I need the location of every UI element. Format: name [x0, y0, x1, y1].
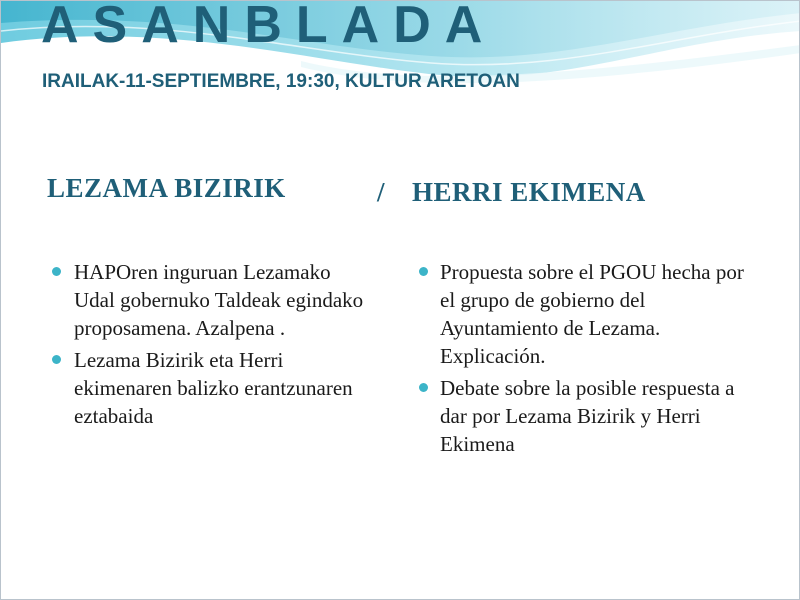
left-bullet-list	[51, 258, 371, 434]
bullet-text: Debate sobre la posible respuesta a dar por Lezama Bizirik y Herri Ekimena	[440, 376, 735, 456]
bullet-icon	[52, 355, 61, 364]
bullet-text: HAPOren inguruan Lezamako Udal gobernuko Taldeak egindako proposamena. Azalpena .	[74, 260, 364, 340]
heading-separator: /	[377, 177, 386, 207]
bullet-text: Lezama Bizirik eta Herri ekimenaren balizko erantzunaren eztabaida	[74, 348, 353, 428]
bullet-icon	[52, 267, 61, 276]
bullet-text: Propuesta sobre el PGOU hecha por el grupo de gobierno del Ayuntamiento de Lezama. Explicación.	[440, 260, 744, 368]
list-item	[51, 258, 371, 342]
right-column-heading: HERRI EKIMENA	[412, 177, 646, 207]
right-bullet-list	[417, 258, 757, 462]
bullet-icon	[419, 383, 428, 392]
list-item	[51, 346, 371, 430]
left-column-heading: LEZAMA BIZIRIK	[47, 173, 286, 203]
slide-subtitle: IRAILAK-11-SEPTIEMBRE, 19:30, KULTUR ARETOAN	[42, 71, 520, 92]
slide-title: ASANBLADA	[41, 0, 497, 54]
list-item	[417, 258, 757, 370]
list-item	[417, 374, 757, 458]
bullet-icon	[419, 267, 428, 276]
